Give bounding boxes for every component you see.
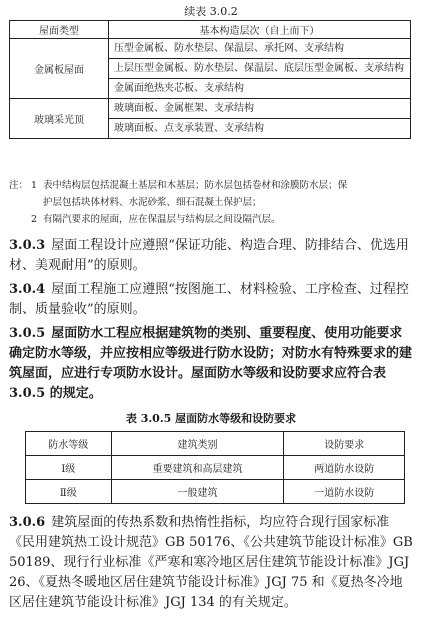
header-roof-type: 屋面类型 <box>10 21 109 39</box>
table-cell: Ⅰ级 <box>26 456 112 480</box>
table-cell: Ⅱ级 <box>26 480 112 504</box>
header-requirement: 设防要求 <box>284 432 405 456</box>
layer-cell: 玻璃面板、金属框架、支承结构 <box>109 99 411 119</box>
note-row <box>9 211 413 228</box>
clause-number: 3.0.4 <box>9 282 46 297</box>
table-row <box>26 480 405 504</box>
notes-lead: 注： <box>9 180 29 191</box>
table-header-row <box>10 21 411 39</box>
note-row <box>9 177 413 194</box>
layer-cell: 压型金属板、防水垫层、保温层、承托网、支承结构 <box>109 39 411 59</box>
header-layers: 基本构造层次（自上而下） <box>109 21 411 39</box>
clause-number: 3.0.5 <box>9 326 46 341</box>
note-indent <box>31 194 43 211</box>
table-row <box>10 39 411 59</box>
note-row <box>9 194 413 211</box>
clause-text: 屋面防水工程应根据建筑物的类别、重要程度、使用功能要求确定防水等级，并应按相应等级进行防水设防；对防水有特殊要求的建筑屋面，应进行专项防水设计。屋面防水等级和设防要求应符合表 3.0.5 的规定。 <box>9 326 413 401</box>
clause-text: 屋面工程施工应遵照“按图施工、材料检验、工序检查、过程控制、质量验收”的原则。 <box>9 282 409 317</box>
clause-number: 3.0.3 <box>9 238 46 253</box>
continuation-title: 续表 3.0.2 <box>184 5 238 18</box>
header-grade: 防水等级 <box>26 432 112 456</box>
table-notes <box>9 177 413 228</box>
table-3-0-5-title: 表 3.0.5 屋面防水等级和设防要求 <box>125 412 297 425</box>
layer-cell: 上层压型金属板、防水垫层、保温层、底层压型金属板、支承结构 <box>109 59 411 79</box>
layer-cell: 玻璃面板、点支承装置、支承结构 <box>109 119 411 139</box>
table-cell: 一道防水设防 <box>284 480 405 504</box>
note-text: 表中结构层包括混凝土基层和木基层；防水层包括卷材和涂膜防水层；保 <box>43 180 348 191</box>
table-cell: 两道防水设防 <box>284 456 405 480</box>
clause-text: 屋面工程设计应遵照“保证功能、构造合理、防排结合、优选用材、美观耐用”的原则。 <box>9 238 409 273</box>
roof-construction-table <box>9 20 411 139</box>
clause-3-0-5 <box>9 324 413 404</box>
note-number: 2 <box>31 214 38 225</box>
roof-type-metal: 金属板屋面 <box>10 39 109 99</box>
clause-number: 3.0.6 <box>9 515 46 530</box>
note-indent <box>9 211 31 228</box>
roof-type-glass: 玻璃采光顶 <box>10 99 109 139</box>
table-row <box>26 456 405 480</box>
note-indent <box>9 194 31 211</box>
clause-text: 建筑屋面的传热系数和热惰性指标，均应符合现行国家标准《民用建筑热工设计规范》GB 50176、《公共建筑节能设计标准》GB 50189、现行行业标准《严寒和寒冷地区居住建筑节能设计标准》JGJ 26、《夏热冬暖地区居住建筑节能设计标准》JGJ 75 和《夏热冬冷地区居住建筑节能设计标准》JGJ 134 的有关规定。 <box>9 515 413 610</box>
table-cell: 重要建筑和高层建筑 <box>111 456 284 480</box>
clause-3-0-4 <box>9 280 413 320</box>
table-row <box>10 99 411 119</box>
clause-3-0-3 <box>9 236 413 276</box>
note-number: 1 <box>31 180 38 191</box>
note-text: 护层包括块体材料、水泥砂浆、细石混凝土保护层； <box>43 197 262 208</box>
table-header-row <box>26 432 405 456</box>
waterproof-grade-table <box>25 431 405 504</box>
header-building-class: 建筑类别 <box>111 432 284 456</box>
table-cell: 一般建筑 <box>111 480 284 504</box>
layer-cell: 金属面绝热夹芯板、支承结构 <box>109 79 411 99</box>
note-text: 有隔汽要求的屋面，应在保温层与结构层之间设隔汽层。 <box>43 214 281 225</box>
clause-3-0-6 <box>9 513 413 613</box>
